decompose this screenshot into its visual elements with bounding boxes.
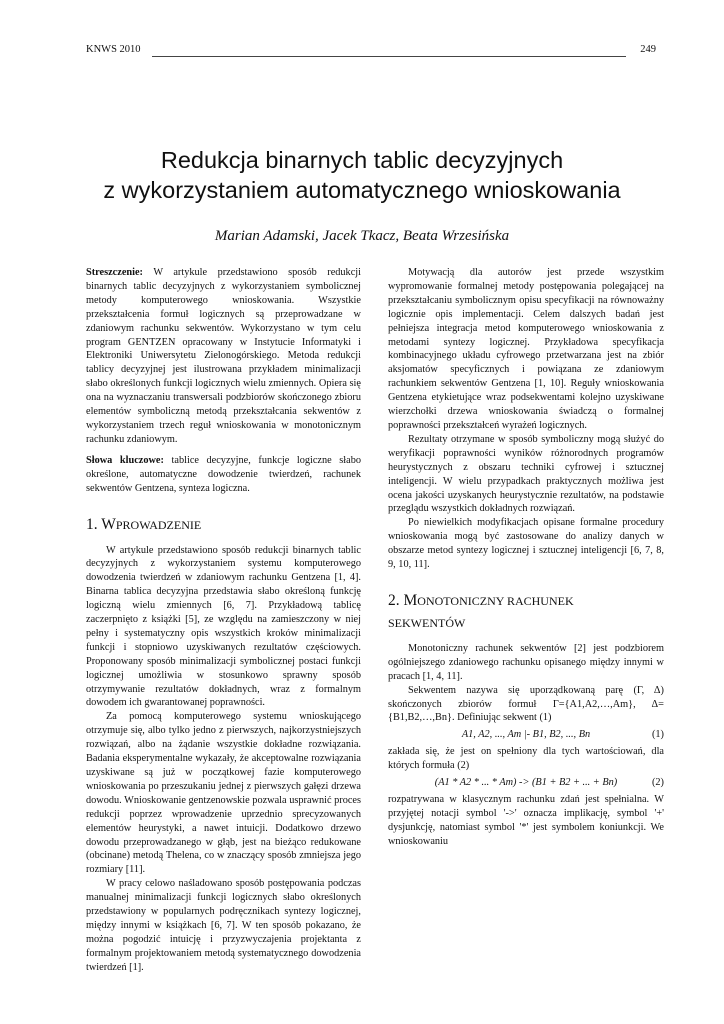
running-header (86, 44, 656, 60)
title-line-1: Redukcja binarnych tablic decyzyjnych (160, 147, 564, 173)
section-1-number: 1. (86, 515, 98, 533)
section-2-title-rest: ONOTONICZNY RACHUNEK (417, 593, 574, 608)
intro-paragraph-5: Rezultaty otrzymane w sposób symboliczny mogą służyć do weryfikacji poprawności wyników różnorodnych programów heurystycznych z obszaru techniki cyfrowej i sztucznej inteligencji. W wielu przypadkach praktycznych możliwa jest ocena jakości uzyskanych heurystycznie rezultatów, na podstawie przeglądu wszystkich dokładnych rozwiązań. (388, 433, 664, 515)
journal-name: KNWS 2010 (86, 44, 141, 55)
section-1-initial: W (101, 515, 116, 533)
abstract (86, 266, 361, 447)
formula-2-expression: (A1 * A2 * ... * Am) -> (B1 + B2 + ... + Bn) (434, 777, 618, 789)
keywords-text: tablice decyzyjne, funkcje logiczne słabo określone, automatyczne dowodzenie twierdzeń, rachunek sekwentów Gentzena, synteza logiczna. (86, 454, 362, 494)
paper-title (0, 145, 724, 205)
section-2-paragraph-1: Monotoniczny rachunek sekwentów [2] jest podzbiorem ogólniejszego zdaniowego rachunku opisanego między innymi w pracach [1, 4, 11]. (388, 642, 664, 682)
intro-paragraph-2: Za pomocą komputerowego systemu wnioskującego otrzymuje się, albo tylko jedno z pierwszych, najkorzystniejszych rozwiązań, albo na żądanie wszystkie dokładne rozwiązania. Badania eksperymentalne wykazały, że akceptowalne rozwiązania uzyskiwane są już w początkowej fazie komputerowego wnioskowania po przeszukaniu jednej z pierwszych gałęzi drzewa dowodu. Wnioskowanie gentzenowskie pozwala usprawnić proces redukcji poprzez wprowadzenie uprzednio sprecyzowanych elementów heurystyki, a nawet intuicji. Dodatkowo drzewo dowodu przeprowadzanego w głąb, jest na bieżąco redukowane (obcinane) metodą Thelena, co w znaczący sposób zmniejsza jego rozmiary [11]. (86, 711, 361, 876)
right-column (388, 266, 664, 849)
intro-paragraph-6: Po niewielkich modyfikacjach opisane formalne procedury wnioskowania mogą być zastosowane do analizy danych w obszarze metod syntezy logicznej i sztucznej inteligencji [6, 7, 8, 9, 10, 11]. (388, 517, 664, 571)
formula-2-number: (2) (651, 777, 664, 789)
section-1-title-rest: PROWADZENIE (115, 517, 202, 532)
header-rule (152, 56, 626, 57)
section-2-heading (388, 590, 664, 634)
authors: Marian Adamski, Jacek Tkacz, Beata Wrzesińska (214, 228, 510, 244)
keywords (86, 454, 361, 496)
section-2-title-line-2: SEKWENTÓW (388, 615, 466, 630)
section-2-paragraph-4: rozpatrywana w klasycznym rachunku zdań jest spełnialna. W przyjętej notacji symbol '->' oznacza implikację, symbol '+' dysjunkcję, natomiast symbol '*' jest symbolem koniunkcji. We wnioskowaniu (388, 794, 664, 847)
title-line-2: z wykorzystaniem automatycznego wnioskowania (103, 177, 621, 203)
section-2-paragraph-3: zakłada się, że jest on spełniony dla tych wartościowań, dla których formuła (2) (388, 746, 664, 772)
intro-paragraph-3: W pracy celowo naśladowano sposób postępowania podczas manualnej minimalizacji funkcji logicznych słabo określonych przedstawiony w popularnych podręcznikach syntezy logicznej, między innymi w książkach [6, 7]. W ten sposób pokazano, że można pogodzić intuicję i przyzwyczajenia projektanta z formalnym projektowaniem metodą systematycznego dowodzenia twierdzeń [1]. (86, 878, 361, 973)
intro-paragraph-4: Motywacją dla autorów jest przede wszystkim wypromowanie formalnej metody postępowania polegającej na przekształcaniu symbolicznym opisu specyfikacji na równoważny logicznie opis implementacji. Celem dalszych badań jest pełniejsza integracja metod komputerowego wnioskowania z metodami syntezy logicznej. Przykładowa specyfikacja kombinacyjnego układu cyfrowego przetwarzana jest na zbiór aksjomatów specyficznych i powiązana ze zdaniowym rachunkiem sekwentów Gentzena [1, 10]. Reguły wnioskowania Gentzena etykietujące wraz podsekwentami kolejno uzyskiwane wierzchołki drzewa wnioskowania świadczą o formalnej poprawności przekształceń wyrażeń logicznych. (388, 267, 664, 431)
section-2-number: 2. (388, 591, 400, 609)
section-2-initial: M (403, 591, 418, 609)
formula-1 (388, 725, 664, 745)
section-1-heading (86, 514, 361, 536)
section-2-paragraph-2: Sekwentem nazywa się uporządkowaną parę (Γ, Δ) skończonych zbiorów formuł Γ={A1,A2,…,Am}, Δ={B1,B2,…,Bn}. Definiując sekwent (1) (388, 684, 664, 724)
left-column (86, 266, 361, 975)
page-number: 249 (640, 44, 656, 55)
intro-paragraph-1: W artykule przedstawiono sposób redukcji binarnych tablic decyzyjnych z wykorzystaniem systemu komputerowego dowodzenia twierdzeń w zdaniowym rachunku Gentzena [1, 4]. Binarna tablica decyzyjna przedstawia słabo określoną funkcję logiczną wielu zmiennych [6, 7]. Przykładową tablicę zaczerpnięto z książki [5], ze względu na zamieszczony w niej pełny i systematyczny opis wszystkich kroków minimalizacji funkcji i stopniowo uzyskiwanych rezultatów częściowych. Proponowany sposób minimalizacji symbolicznej postaci funkcji logicznej umożliwia w stosunkowo sprawny sposób otrzymywanie rezultatów dokładnych, wraz z formalnym dowodem ich gwarantowanej poprawności. (86, 544, 361, 709)
formula-1-number: (1) (651, 729, 664, 741)
abstract-text: W artykule przedstawiono sposób redukcji binarnych tablic decyzyjnych z wykorzystaniem symbolicznej metody komputerowego wnioskowania. Wszystkie przekształcenia formuł logicznych są przeprowadzane w zdaniowym rachunku sekwentów. Wykorzystano w tym celu program GENTZEN opracowany w Instytucie Informatyki i Elektroniki Uniwersytetu Zielonogórskiego. Metoda redukcji tablicy decyzyjnej jest ilustrowana przykładem minimalizacji słabo określonych funkcji logicznych wielu zmiennych. Opiera się ona na wyznaczaniu transwersali podzbiorów skończonego zbioru elementów symboliczną metodą przekształcania sekwentów z wykorzystaniem trzech reguł wnioskowania w monotonicznym rachunku zdaniowym. (86, 267, 361, 445)
formula-1-expression: A1, A2, ..., Am |- B1, B2, ..., Bn (461, 729, 591, 741)
abstract-label: Streszczenie: (86, 267, 143, 278)
keywords-label: Słowa kluczowe: (86, 454, 164, 466)
formula-2 (388, 773, 664, 793)
